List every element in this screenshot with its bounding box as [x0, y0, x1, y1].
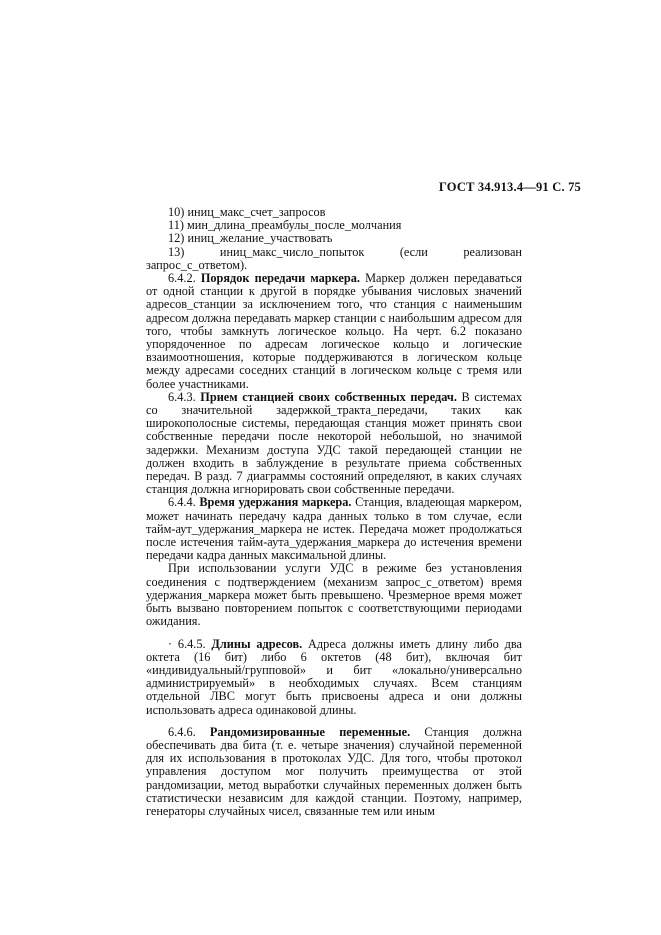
section-text: В системах со значительной задержкой_тракта_передачи, таких как широкополосные системы, передающая станция может принять свои собственные передачи после некоторой небольшой, но значимой задержки. Механизм доступа УДС такой передающей станции не должен входить в заблуждение в результате приема собственных передач. В разд. 7 диаграммы состояний определяют, в каких случаях станция должна игнорировать свои собственные передачи.	[146, 389, 522, 497]
list-item: 13) иниц_макс_число_попыток (если реализован запрос_с_ответом).	[146, 244, 522, 272]
page-number: С. 75	[552, 180, 581, 194]
section-text: Станция, владеющая маркером, может начинать передачу кадра данных только в том случае, если тайм-аут_удержания_маркера не истек. Передача может продолжаться после истечения тайм-аута_удержания_маркера до истечения времени передачи кадра данных максимальной длины.	[146, 495, 523, 563]
section-6-4-6	[146, 726, 522, 818]
section-title: Время удержания маркера.	[199, 495, 352, 510]
section-title: Рандомизированные переменные.	[209, 724, 411, 739]
paragraph-token-hold-note	[146, 562, 522, 628]
section-title: Прием станцией своих собственных передач.	[200, 389, 457, 404]
paragraph-text: При использовании услуги УДС в режиме без установления соединения с подтверждением (механизм запрос_с_ответом) время удержания_маркера может быть превышено. Чрезмерное время может быть вызвано повторением попыток с соответствующими периодами ожидания.	[146, 561, 522, 629]
list-item: 11) мин_длина_преамбулы_после_молчания	[168, 218, 402, 233]
section-number: 6.4.6.	[168, 724, 196, 739]
section-number: 6.4.3.	[168, 389, 196, 404]
body-text	[146, 206, 522, 818]
section-text: Станция должна обеспечивать два бита (т. е. четыре значения) случайной переменной для их использования в протоколах УДС. Для того, чтобы протокол управления доступом мог получить преимущества от этой рандомизации, метод выработки случайных переменных должен быть статистически независим для каждой станции. Поэтому, например, генераторы случайных чисел, связанные тем или иным	[146, 724, 522, 818]
section-title: Длины адресов.	[211, 636, 303, 651]
section-6-4-3	[146, 391, 522, 497]
list-item: 10) иниц_макс_счет_запросов	[168, 205, 326, 219]
section-text: Адреса должны иметь длину либо два октета (16 бит) либо 6 октетов (48 бит), включая бит «индивидуальный/групповой» и бит «локально/универсально администрируемый» в необходимых случаях. Всем станциям отдельной ЛВС могут быть присвоены адреса и они должны использовать адреса одинаковой длины.	[146, 636, 522, 717]
section-number: 6.4.2.	[168, 271, 196, 286]
section-title: Порядок передачи маркера.	[200, 271, 360, 286]
section-6-4-4	[146, 496, 522, 562]
section-number: 6.4.4.	[168, 495, 196, 510]
page-header	[439, 180, 581, 195]
list-item: 12) иниц_желание_участвовать	[168, 231, 333, 246]
section-number: · 6.4.5.	[168, 636, 206, 651]
standard-number: ГОСТ 34.913.4—91	[438, 180, 549, 194]
section-6-4-5	[146, 638, 522, 717]
section-text: Маркер должен передаваться от одной станции к другой в порядке убывания числовых значений адресов_станции за исключением того, что станция с наименьшим адресом должна передавать маркер станции с наибольшим адресом для того, чтобы замкнуть логическое кольцо. На черт. 6.2 показано упорядоченное по адресам логическое кольцо и логические взаимоотношения, которые поддерживаются в логическом кольце между адресами соседних станций в логическом кольце с тремя или более участниками.	[146, 271, 523, 391]
section-6-4-2	[146, 272, 522, 391]
